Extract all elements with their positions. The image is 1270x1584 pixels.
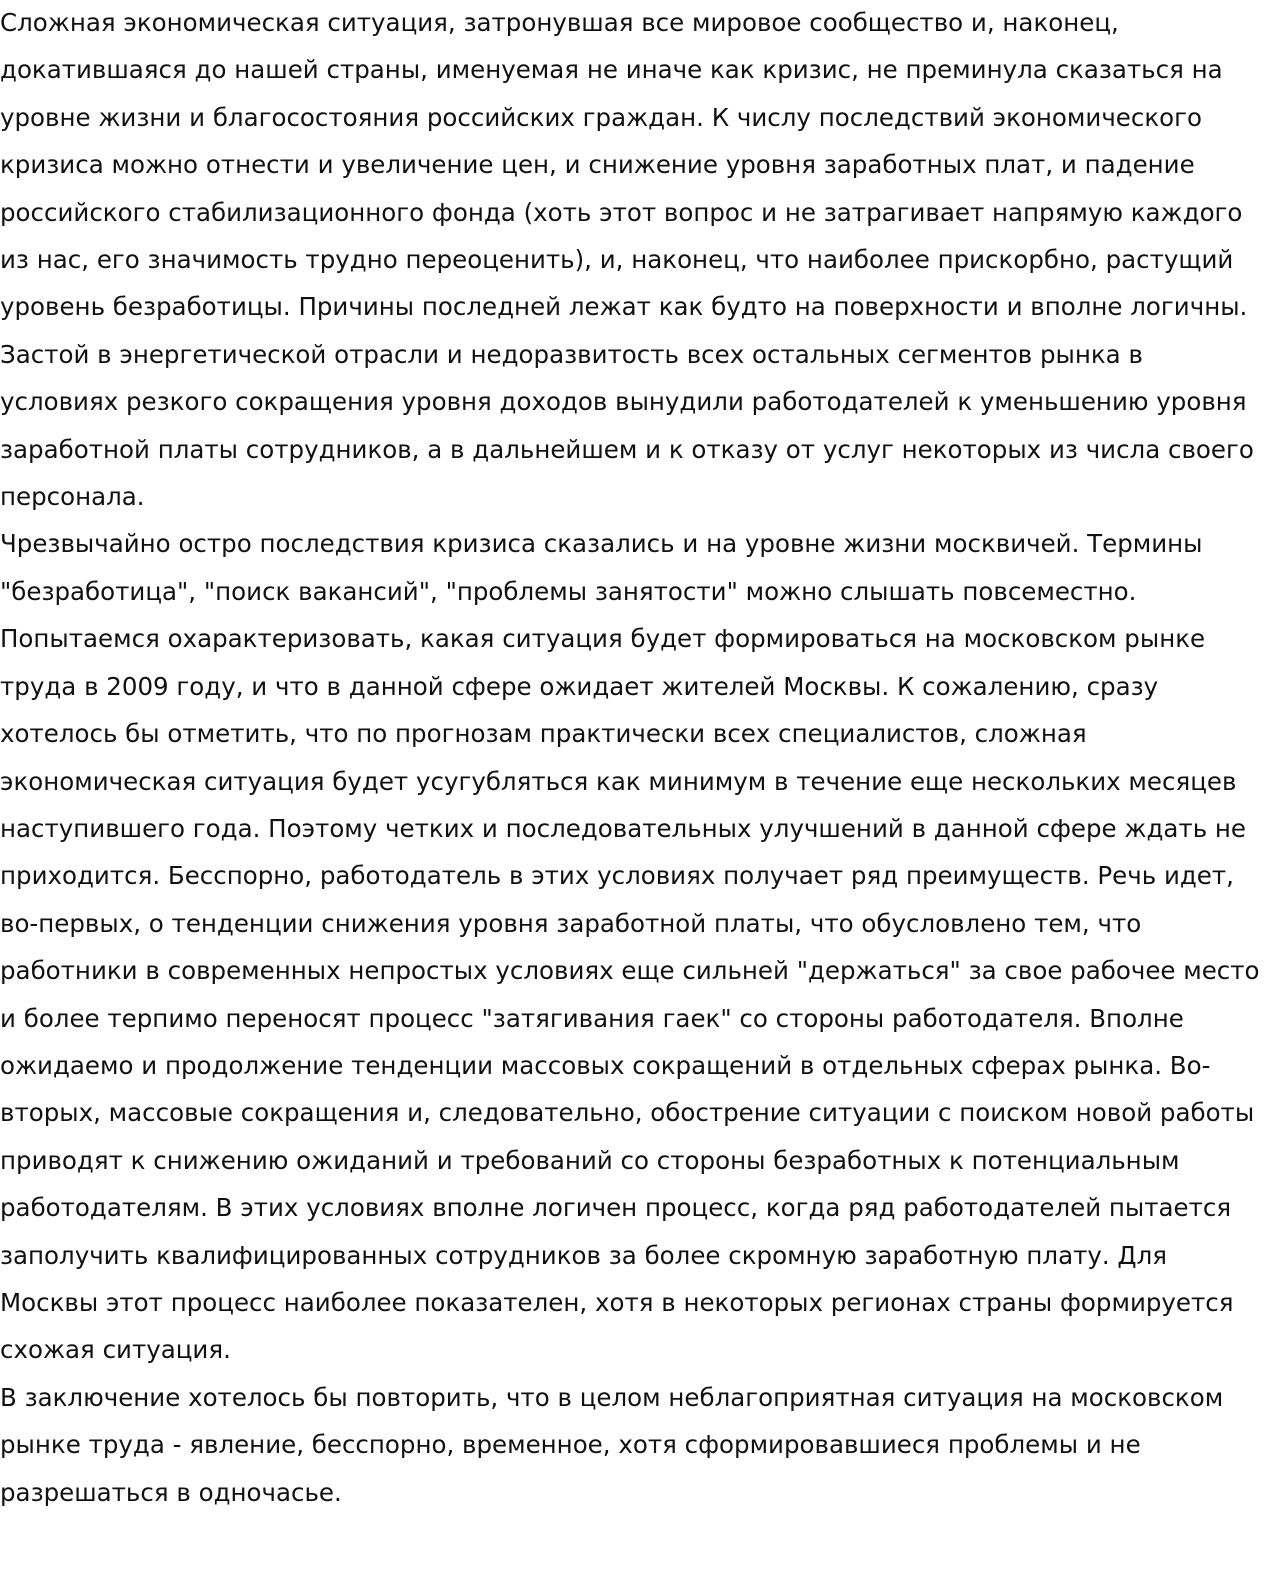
paragraph-3: В заключение хотелось бы повторить, что в целом неблагоприятная ситуация на московском рынке труда - явление, бесспорно, временное, хотя сформировавшиеся проблемы и не разрешаться в одночасье. <box>0 1382 1224 1507</box>
paragraph-1: Сложная экономическая ситуация, затронувшая все мировое сообщество и, наконец, докатившаяся до нашей страны, именуемая не иначе как кризис, не преминула сказаться на уровне жизни и благосостояния российских граждан. К числу последствий экономического кризиса можно отнести и увеличение цен, и снижение уровня заработных плат, и падение российского стабилизационного фонда (хоть этот вопрос и не затрагивает напрямую каждого из нас, его значимость трудно переоценить), и, наконец, что наиболее прискорбно, растущий уровень безработицы. Причины последней лежат как будто на поверхности и вполне логичны. Застой в энергетической отрасли и недоразвитость всех остальных сегментов рынка в условиях резкого сокращения уровня доходов вынудили работодателей к уменьшению уровня заработной платы сотрудников, а в дальнейшем и к отказу от услуг некоторых из числа своего персонала. <box>0 8 1254 512</box>
paragraph-2: Чрезвычайно остро последствия кризиса сказались и на уровне жизни москвичей. Термины "безработица", "поиск вакансий", "проблемы занятости" можно слышать повсеместно. Попытаемся охарактеризовать, какая ситуация будет формироваться на московском рынке труда в 2009 году, и что в данной сфере ожидает жителей Москвы. К сожалению, сразу хотелось бы отметить, что по прогнозам практически всех специалистов, сложная экономическая ситуация будет усугубляться как минимум в течение еще нескольких месяцев наступившего года. Поэтому четких и последовательных улучшений в данной сфере ждать не приходится. Бесспорно, работодатель в этих условиях получает ряд преимуществ. Речь идет, во-первых, о тенденции снижения уровня заработной платы, что обусловлено тем, что работники в современных непростых условиях еще сильней "держаться" за свое рабочее место и более терпимо переносят процесс "затягивания гаек" со стороны работодателя. Вполне ожидаемо и продолжение тенденции массовых сокращений в отдельных сферах рынка. Во-вторых, массовые сокращения и, следовательно, обострение ситуации с поиском новой работы приводят к снижению ожиданий и требований со стороны безработных к потенциальным работодателям. В этих условиях вполне логичен процесс, когда ряд работодателей пытается заполучить квалифицированных сотрудников за более скромную заработную плату. Для Москвы этот процесс наиболее показателен, хотя в некоторых регионах страны формируется схожая ситуация. <box>0 529 1260 1365</box>
